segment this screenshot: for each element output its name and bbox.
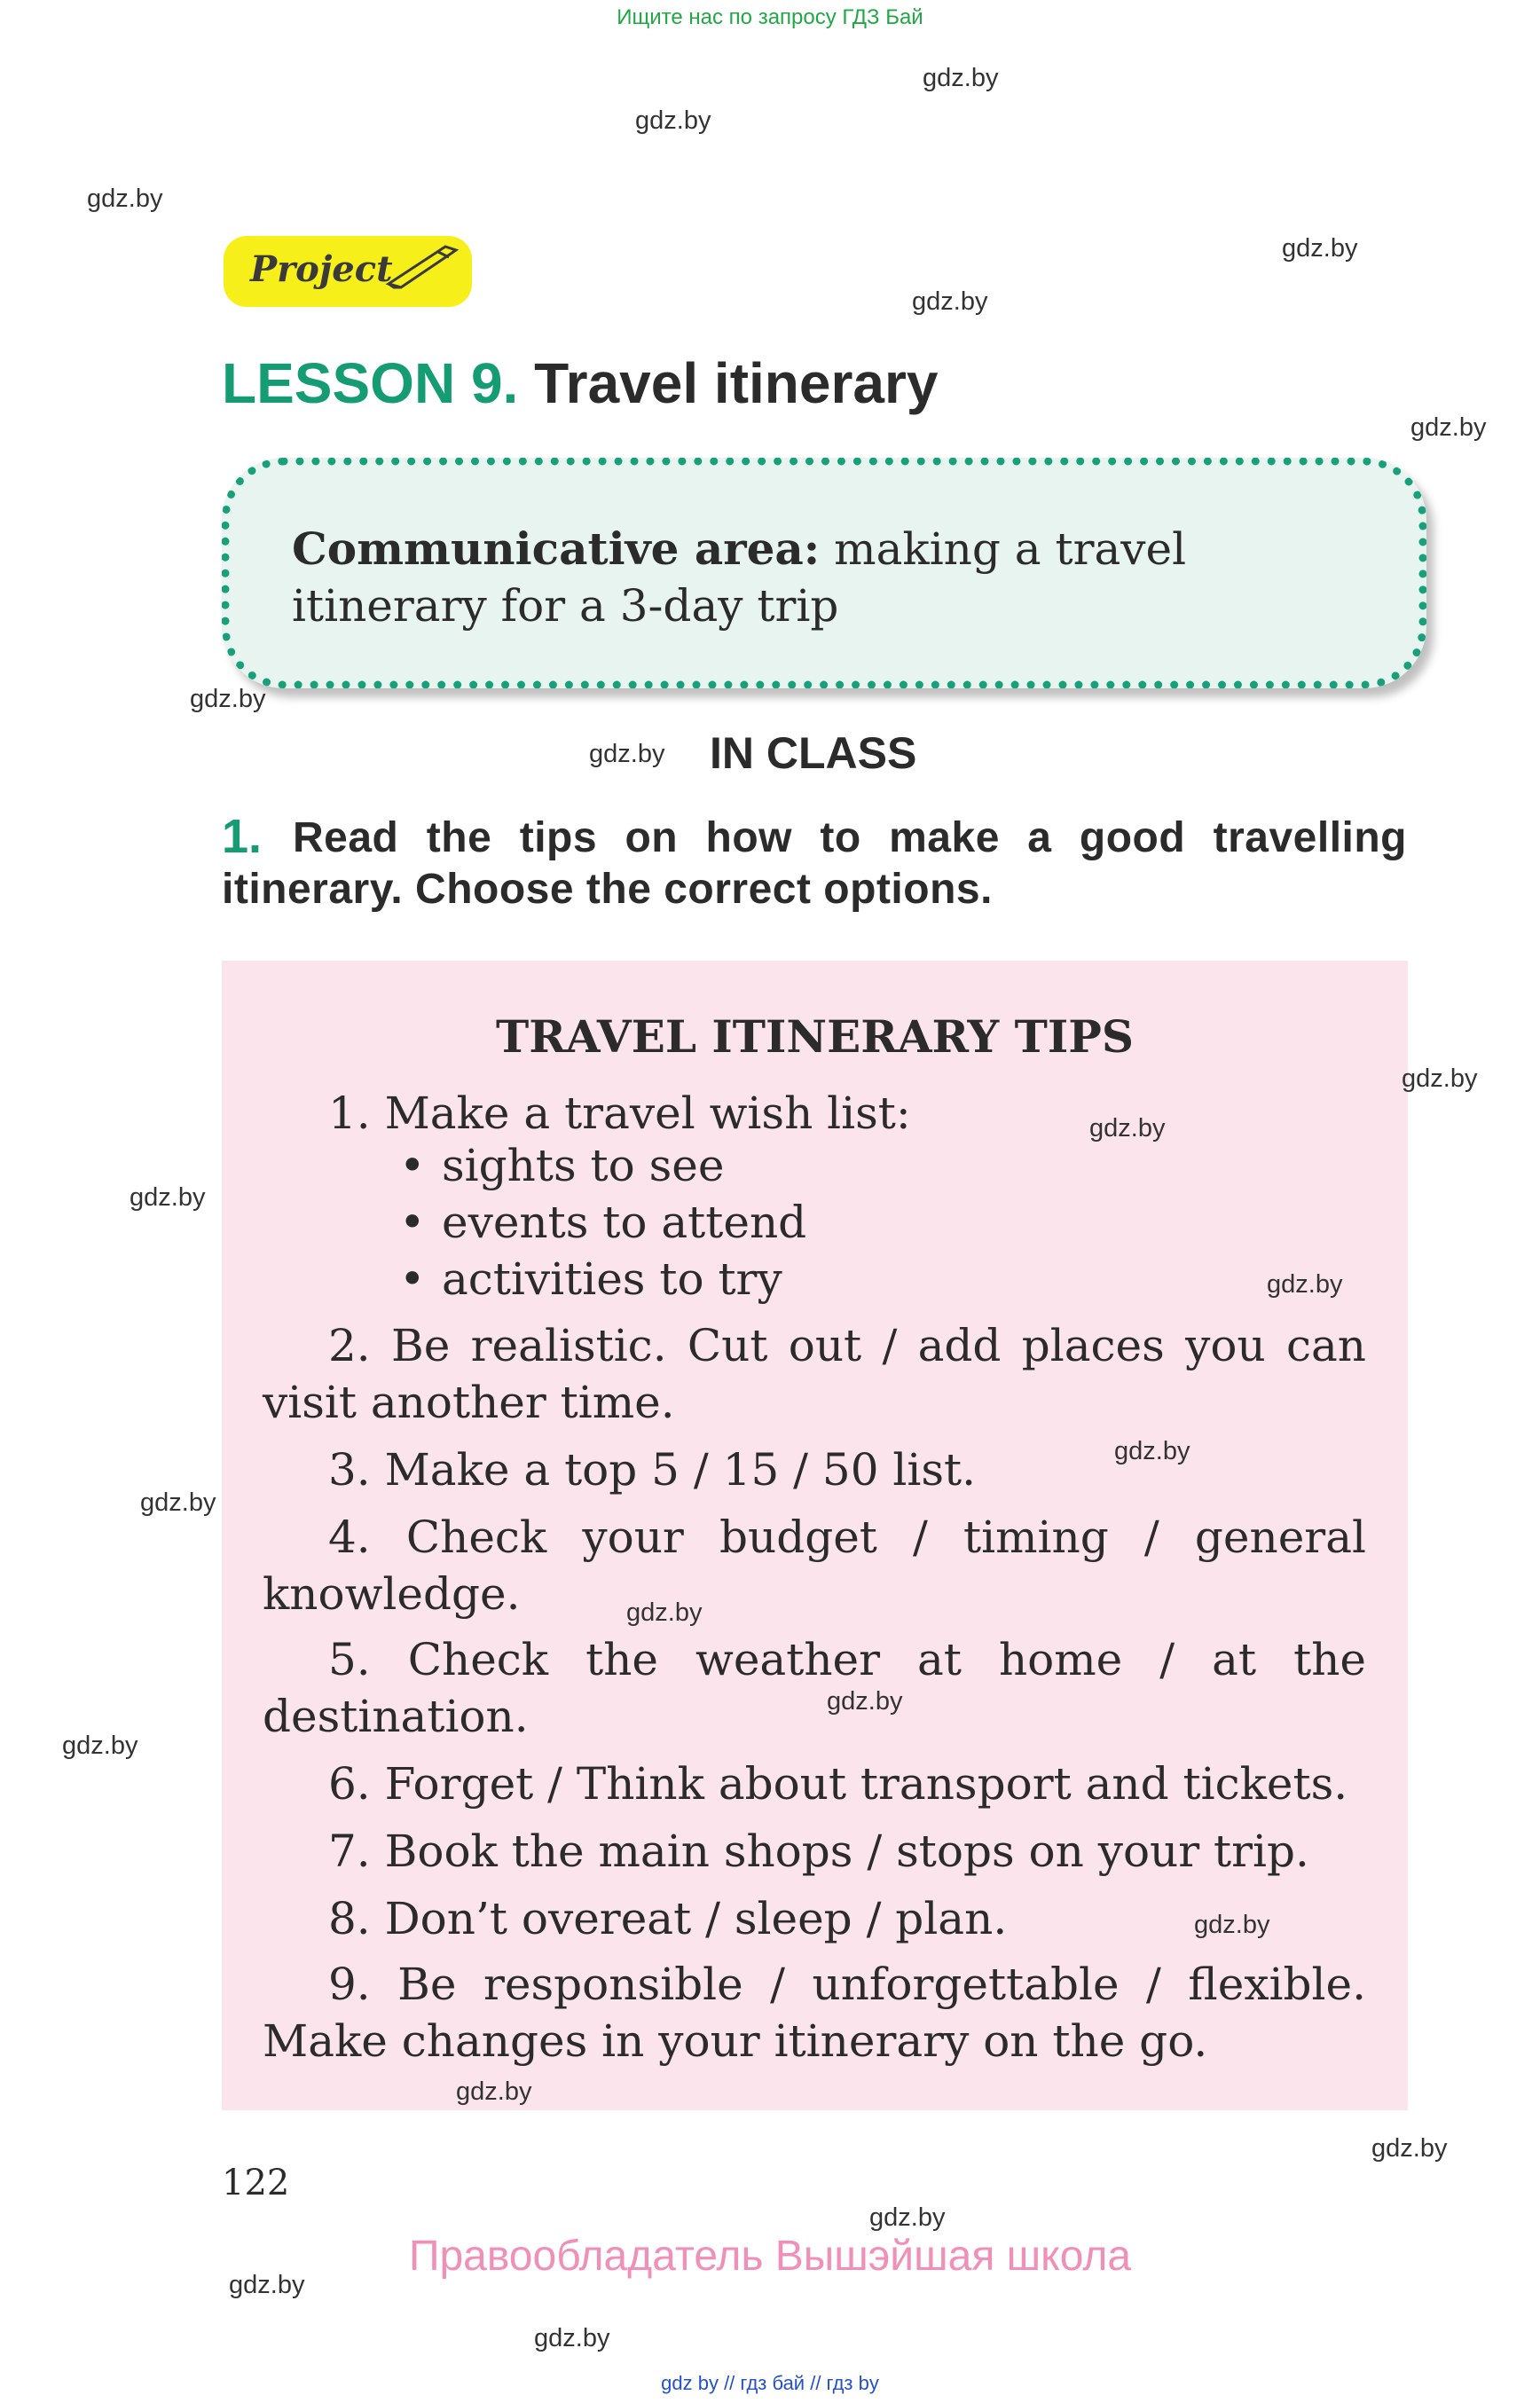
- tip-item-3: 3. Make a top 5 / 15 / 50 list.: [328, 1444, 977, 1496]
- watermark: gdz.by: [229, 2271, 305, 2299]
- watermark: gdz.by: [534, 2324, 610, 2352]
- exercise-number: 1.: [222, 810, 263, 863]
- watermark: gdz.by: [1282, 234, 1358, 263]
- page-number: 122: [222, 2163, 290, 2203]
- watermark: gdz.by: [456, 2077, 532, 2106]
- tip-bullet: • activities to try: [442, 1253, 782, 1305]
- watermark: gdz.by: [1267, 1270, 1343, 1299]
- watermark: gdz.by: [190, 685, 266, 713]
- communicative-area-box: [222, 458, 1426, 688]
- watermark: gdz.by: [1402, 1064, 1478, 1093]
- watermark: gdz.by: [130, 1183, 206, 1212]
- watermark: gdz.by: [87, 185, 163, 213]
- section-title: IN CLASS: [710, 728, 917, 778]
- watermark: gdz.by: [62, 1732, 138, 1760]
- watermark: gdz.by: [1089, 1114, 1166, 1143]
- watermark: gdz.by: [140, 1488, 216, 1517]
- tip-item-7: 7. Book the main shops / stops on your trip.: [328, 1826, 1309, 1877]
- watermark: gdz.by: [1194, 1911, 1270, 1939]
- lesson-name: Travel itinerary: [534, 351, 939, 415]
- project-label: Project: [250, 248, 393, 290]
- watermark: gdz.by: [626, 1598, 703, 1627]
- watermark: gdz.by: [589, 740, 665, 768]
- tip-item-4: 4. Check your budget / timing / general knowledge.: [263, 1512, 1366, 1620]
- tip-item-9: 9. Be responsible / unforgettable / flexible. Make changes in your itinerary on the go.: [263, 1959, 1366, 2067]
- tip-item-8: 8. Don’t overeat / sleep / plan.: [328, 1893, 1008, 1944]
- footer-links[interactable]: gdz by // гдз бай // гдз by: [661, 2372, 879, 2394]
- watermark: gdz.by: [827, 1687, 903, 1716]
- watermark: gdz.by: [1371, 2134, 1448, 2163]
- lesson-title: [222, 350, 938, 416]
- tip-bullet: • sights to see: [442, 1140, 724, 1191]
- tip-bullet: • events to attend: [442, 1197, 806, 1248]
- watermark: gdz.by: [1410, 413, 1487, 442]
- tip-item-1: 1. Make a travel wish list:: [328, 1088, 911, 1139]
- tip-item-2: 2. Be realistic. Cut out / add places you can visit another time.: [263, 1320, 1366, 1428]
- tip-item-6: 6. Forget / Think about transport and tickets.: [328, 1758, 1348, 1810]
- project-badge: [224, 236, 472, 307]
- copyright-notice: Правообладатель Вышэйшая школа: [408, 2233, 1132, 2280]
- communicative-text: [292, 521, 1383, 634]
- watermark: gdz.by: [912, 287, 988, 316]
- communicative-label: Communicative area:: [292, 522, 821, 575]
- top-note: Ищите нас по запросу ГДЗ Бай: [617, 5, 923, 29]
- watermark: gdz.by: [869, 2203, 946, 2232]
- pen-icon: [383, 240, 463, 293]
- tips-title: TRAVEL ITINERARY TIPS: [496, 1010, 1134, 1063]
- exercise-instruction: Read the tips on how to make a good travelling itinerary. Choose the correct options.: [222, 814, 1407, 913]
- watermark: gdz.by: [635, 106, 711, 135]
- lesson-number: LESSON 9.: [222, 351, 519, 415]
- tip-item-5: 5. Check the weather at home / at the destination.: [263, 1634, 1366, 1742]
- communicative-description: making a travel itinerary for a 3-day trip: [292, 523, 1187, 632]
- watermark: gdz.by: [923, 64, 999, 92]
- watermark: gdz.by: [1114, 1437, 1190, 1465]
